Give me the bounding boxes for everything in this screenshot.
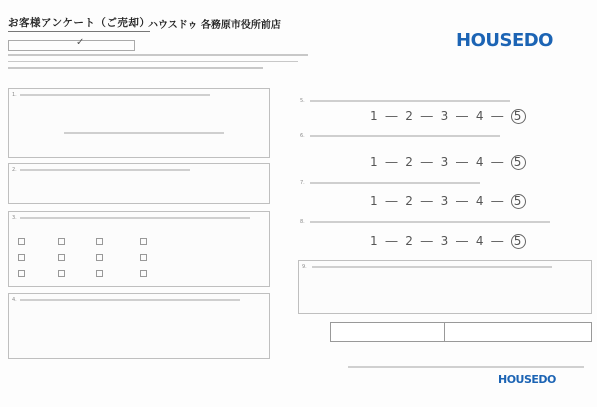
question-6-text: [310, 135, 500, 137]
branch-name: ハウスドゥ 各務原市役所前店: [148, 20, 281, 31]
q7-scale: 1 ― 2 ― 3 ― 4 ― 5: [370, 194, 526, 209]
q3-option-11: [96, 263, 106, 282]
question-7-text: [310, 182, 480, 184]
q3-checkbox-1: [18, 238, 25, 245]
question-9-text: [312, 266, 552, 268]
question-1-subtext: [64, 132, 224, 134]
question-9-number: 9.: [302, 264, 307, 270]
q3-checkbox-12: [140, 270, 147, 277]
question-5-number: 5.: [300, 98, 305, 104]
name-field: [8, 40, 135, 51]
question-3-number: 3.: [12, 215, 17, 221]
q3-checkbox-9: [18, 270, 25, 277]
question-2-text: [20, 169, 190, 171]
question-4-text: [20, 299, 240, 301]
question-3-text: [20, 217, 250, 219]
q3-checkbox-7: [96, 254, 103, 261]
q3-option-10: [58, 263, 68, 282]
q6-selected: 5: [511, 155, 526, 170]
footer-line-1: [348, 366, 584, 368]
q3-checkbox-2: [58, 238, 65, 245]
question-6-number: 6.: [300, 133, 305, 139]
q3-checkbox-6: [58, 254, 65, 261]
question-4-box: [8, 293, 270, 359]
q8-scale: 1 ― 2 ― 3 ― 4 ― 5: [370, 234, 526, 249]
q3-checkbox-8: [140, 254, 147, 261]
checkmark-icon: ✓: [76, 37, 85, 48]
question-2-number: 2.: [12, 167, 17, 173]
question-1-text: [20, 94, 210, 96]
q3-checkbox-10: [58, 270, 65, 277]
signature-divider: [444, 322, 445, 342]
question-8-text: [310, 221, 550, 223]
q7-selected: 5: [511, 194, 526, 209]
question-9-box: [298, 260, 592, 314]
question-7-number: 7.: [300, 180, 305, 186]
brand-logo-footer: HOUSEDO: [498, 373, 556, 386]
survey-title: お客様アンケート（ご売却）: [8, 15, 150, 32]
question-4-number: 4.: [12, 297, 17, 303]
q5-selected: 5: [511, 109, 526, 124]
q3-checkbox-3: [96, 238, 103, 245]
q3-checkbox-4: [140, 238, 147, 245]
signature-box: [330, 322, 592, 342]
intro-text: [8, 54, 308, 80]
q8-selected: 5: [511, 234, 526, 249]
q3-option-12: [140, 263, 150, 282]
question-1-box: [8, 88, 270, 158]
brand-logo: HOUSEDO: [456, 30, 553, 51]
q6-scale: 1 ― 2 ― 3 ― 4 ― 5: [370, 155, 526, 170]
q3-checkbox-5: [18, 254, 25, 261]
question-1-number: 1.: [12, 92, 17, 98]
question-3-box: [8, 211, 270, 287]
question-5-text: [310, 100, 510, 102]
q3-option-9: [18, 263, 28, 282]
q3-checkbox-11: [96, 270, 103, 277]
q5-scale: 1 ― 2 ― 3 ― 4 ― 5: [370, 109, 526, 124]
question-8-number: 8.: [300, 219, 305, 225]
